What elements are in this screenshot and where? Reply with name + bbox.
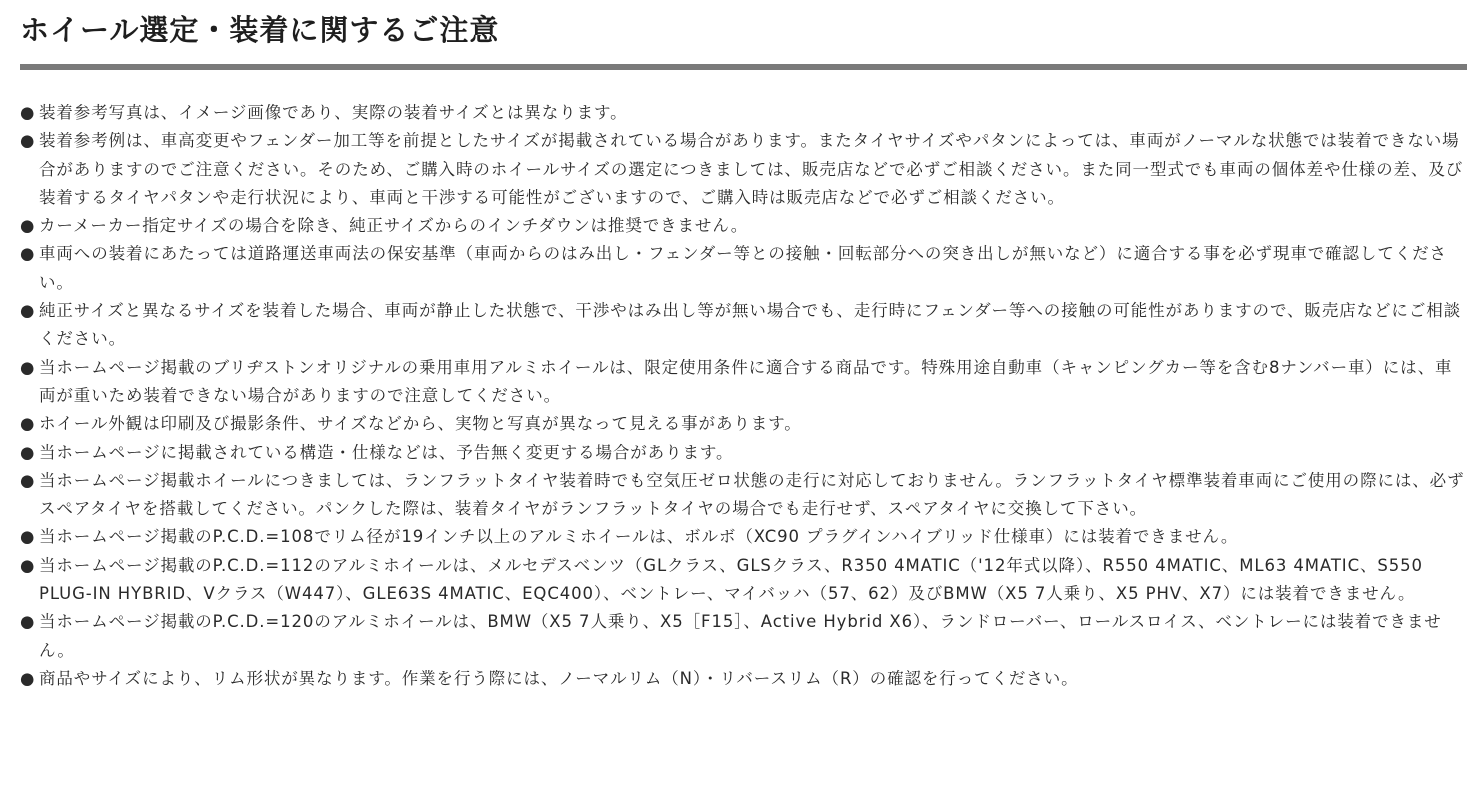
- caution-text: 当ホームページ掲載のP.C.D.=108でリム径が19インチ以上のアルミホイールは、ボルボ（XC90 プラグインハイブリッド仕様車）には装着できません。: [39, 527, 1239, 547]
- bullet-icon: ●: [20, 131, 36, 151]
- caution-item: [20, 99, 1468, 127]
- caution-text: 純正サイズと異なるサイズを装着した場合、車両が静止した状態で、干渉やはみ出し等が無い場合でも、走行時にフェンダー等への接触の可能性がありますので、販売店などにご相談ください。: [39, 301, 1462, 349]
- caution-text: 装着参考例は、車高変更やフェンダー加工等を前提としたサイズが掲載されている場合があります。またタイヤサイズやパタンによっては、車両がノーマルな状態では装着できない場合がありますのでご注意ください。そのため、ご購入時のホイールサイズの選定につきましては、販売店などで必ずご相談ください。また同一型式でも車両の個体差や仕様の差、及び装着するタイヤパタンや走行状況により、車両と干渉する可能性がございますので、ご購入時は販売店などで必ずご相談ください。: [39, 131, 1464, 207]
- caution-text: 商品やサイズにより、リム形状が異なります。作業を行う際には、ノーマルリム（N）・リバースリム（R）の確認を行ってください。: [39, 668, 1079, 688]
- caution-item: [20, 439, 1468, 467]
- bullet-icon: ●: [20, 612, 36, 632]
- caution-item: [20, 212, 1468, 240]
- caution-item: [20, 240, 1468, 297]
- caution-item: [20, 297, 1468, 354]
- bullet-icon: ●: [20, 244, 36, 264]
- caution-text: ホイール外観は印刷及び撮影条件、サイズなどから、実物と写真が異なって見える事があります。: [39, 414, 802, 434]
- bullet-icon: ●: [20, 414, 36, 434]
- bullet-icon: ●: [20, 216, 36, 236]
- caution-item: [20, 608, 1468, 665]
- caution-item: [20, 552, 1468, 609]
- caution-text: 当ホームページ掲載のP.C.D.=120のアルミホイールは、BMW（X5 7人乗り、X5［F15］、Active Hybrid X6）、ランドローバー、ロールスロイス、ベントレーには装着できません。: [39, 612, 1442, 660]
- bullet-icon: ●: [20, 442, 36, 462]
- heading-underline: [20, 64, 1467, 70]
- caution-item: [20, 665, 1468, 693]
- bullet-icon: ●: [20, 527, 36, 547]
- caution-text: 当ホームページ掲載のブリヂストンオリジナルの乗用車用アルミホイールは、限定使用条件に適合する商品です。特殊用途自動車（キャンピングカー等を含む8ナンバー車）には、車両が重いため装着できない場合がありますので注意してください。: [39, 357, 1453, 405]
- caution-text: 当ホームページ掲載のP.C.D.=112のアルミホイールは、メルセデスベンツ（GLクラス、GLSクラス、R350 4MATIC（'12年式以降）、R550 4MATIC、ML63 4MATIC、S550 PLUG-IN HYBRID、Vクラス（W447）、GLE63S 4MATIC、EQC400）、ベントレー、マイバッハ（57、62）及びBMW（X5 7人乗り、X5 PHV、X7）には装着できません。: [39, 555, 1423, 604]
- bullet-icon: ●: [20, 103, 36, 122]
- caution-text: 当ホームページ掲載ホイールにつきましては、ランフラットタイヤ装着時でも空気圧ゼロ状態の走行に対応しておりません。ランフラットタイヤ標準装着車両にご使用の際には、必ずスペアタイヤを搭載してください。パンクした際は、装着タイヤがランフラットタイヤの場合でも走行せず、スペアタイヤに交換して下さい。: [39, 470, 1465, 519]
- caution-item: [20, 354, 1468, 411]
- caution-text: 装着参考写真は、イメージ画像であり、実際の装着サイズとは異なります。: [39, 103, 628, 122]
- bullet-icon: ●: [20, 555, 36, 575]
- bullet-icon: ●: [20, 357, 36, 377]
- caution-text: 当ホームページに掲載されている構造・仕様などは、予告無く変更する場合があります。: [39, 442, 734, 462]
- caution-item: [20, 523, 1468, 551]
- caution-item: [20, 127, 1468, 212]
- bullet-icon: ●: [20, 301, 36, 321]
- caution-item: [20, 467, 1468, 524]
- caution-item: [20, 410, 1468, 438]
- caution-list: [20, 99, 1468, 693]
- bullet-icon: ●: [20, 470, 36, 490]
- section-heading: ホイール選定・装着に関するご注意: [20, 13, 500, 47]
- bullet-icon: ●: [20, 668, 36, 688]
- caution-text: カーメーカー指定サイズの場合を除き、純正サイズからのインチダウンは推奨できません。: [39, 216, 749, 236]
- caution-text: 車両への装着にあたっては道路運送車両法の保安基準（車両からのはみ出し・フェンダー等との接触・回転部分への突き出しが無いなど）に適合する事を必ず現車で確認してください。: [39, 244, 1447, 292]
